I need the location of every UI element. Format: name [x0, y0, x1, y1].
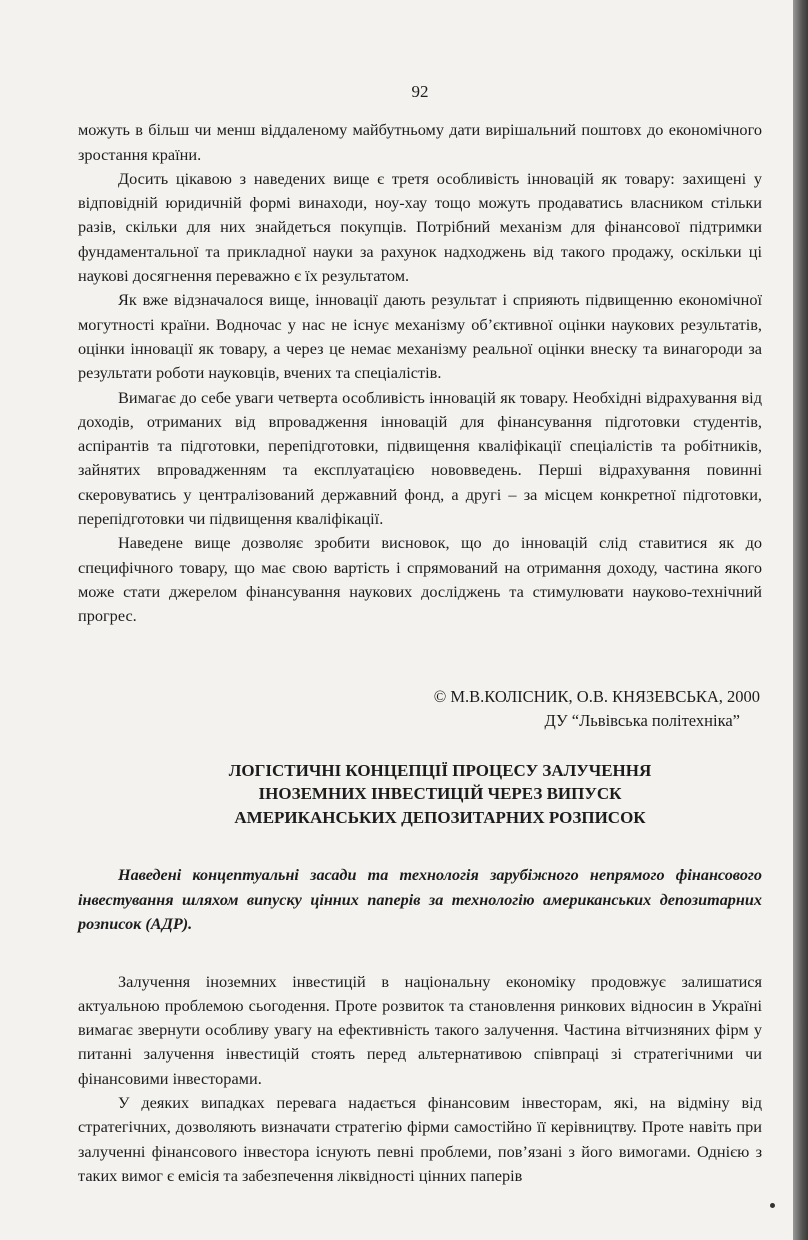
scan-speck — [770, 1203, 775, 1208]
paragraph: Залучення іноземних інвестицій в національну економіку продовжує залишатися актуальною проблемою сьогодення. Проте розвиток та становлення ринкових відносин в Україні вимагає звернути особливу увагу на ефективність такого залучення. Частина вітчизняних фірм у питанні залучення інвестицій стоять перед альтернативою співпраці зі стратегічними чи фінансовими інвесторами. — [78, 971, 762, 1088]
paragraph: Вимагає до себе уваги четверта особливість інновацій як товару. Необхідні відрахування від доходів, отриманих від впровадження інновацій для фінансування підготовки студентів, аспірантів та підготовки, перепідготовки, підвищення кваліфікації спеціалістів та робітників, зайнятих впровадженням та експлуатацією нововведень. Перші відрахування повинні скеровуватись у централізований державний фонд, а другі – за місцем конкретної підготовки, перепідготовки чи підвищення кваліфікації. — [78, 387, 762, 529]
title-line: ІНОЗЕМНИХ ІНВЕСТИЦІЙ ЧЕРЕЗ ВИПУСК — [258, 784, 622, 804]
affiliation: ДУ “Львівська політехніка” — [544, 710, 740, 730]
paragraph: Як вже відзначалося вище, інновації дають результат і сприяють підвищенню економічної могутності країни. Водночас у нас не існує механізму об’єктивної оцінки наукових результатів, оцінки інновації як товару, а через це немає механізму реальної оцінки внеску та винагороди за результати роботи науковців, вчених та спеціалістів. — [78, 290, 762, 383]
page-number: 92 — [411, 82, 429, 101]
article-title — [78, 759, 762, 830]
title-line: АМЕРИКАНСЬКИХ ДЕПОЗИТАРНИХ РОЗПИСОК — [234, 807, 646, 827]
paragraph: Досить цікавою з наведених вище є третя особливість інновацій як товару: захищені у відповідній юридичній формі винаходи, ноу-хау тощо можуть продаватись власником стільки разів, скільки для них знайдеться покупців. Потрібний механізм для фінансової підтримки фундаментальної та прикладної науки за рахунок надходжень від такого продажу, оскільки ці наукові досягнення переважно є їх результатом. — [78, 168, 762, 286]
abstract: Наведені концептуальні засади та технологія зарубіжного непрямого фінансового інвестування шляхом випуску цінних паперів за технологію американських депозитарних розписок (АДР). — [78, 866, 762, 934]
paragraph: У деяких випадках перевага надається фінансовим інвесторам, які, на відміну від стратегічних, дозволяють визначати стратегію фірми самостійно її керівництву. Проте навіть при залученні фінансового інвестора існують певні проблеми, пов’язані з його вимогами. Однією з таких вимог є емісія та забезпечення ліквідності цінних паперів — [78, 1093, 762, 1185]
copyright-authors: © М.В.КОЛІСНИК, О.В. КНЯЗЕВСЬКА, 2000 — [433, 686, 760, 706]
page-content — [78, 80, 762, 1188]
paragraph: Наведене вище дозволяє зробити висновок, що до інновацій слід ставитися як до специфічного товару, що має свою вартість і спрямований на отримання доходу, частина якого може стати джерелом фінансування наукових досліджень та стимулювати науково-технічний прогрес. — [78, 533, 762, 626]
paragraph-continued: можуть в більш чи менш віддаленому майбутньому дати вирішальний поштовх до економічного зростання країни. — [78, 120, 762, 164]
article-body — [78, 970, 762, 1189]
title-line: ЛОГІСТИЧНІ КОНЦЕПЦІЇ ПРОЦЕСУ ЗАЛУЧЕННЯ — [228, 760, 652, 780]
author-block — [78, 685, 762, 733]
scan-edge-shadow — [793, 0, 808, 1240]
